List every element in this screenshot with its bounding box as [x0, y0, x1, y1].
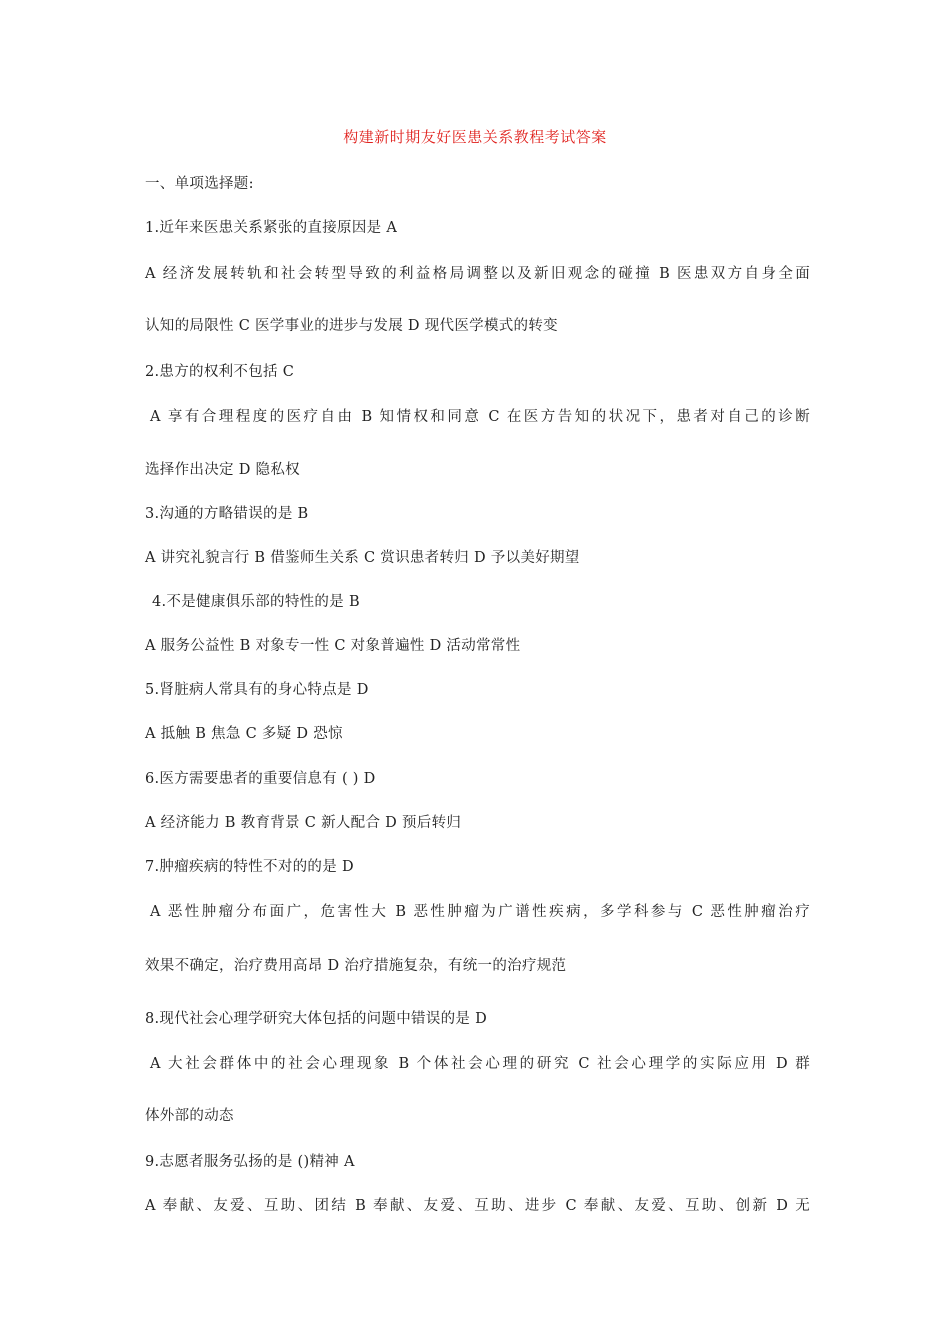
question-2: 2.患方的权利不包括 C: [145, 364, 295, 380]
question-1-options: A 经济发展转轨和社会转型导致的利益格局调整以及新旧观念的碰撞 B 医患双方自身全面: [145, 266, 810, 282]
question-6: 6.医方需要患者的重要信息有 ( ) D: [145, 771, 376, 787]
question-7-options-cont: 效果不确定，治疗费用高昂 D 治疗措施复杂，有统一的治疗规范: [145, 958, 567, 974]
question-5-options: A 抵触 B 焦急 C 多疑 D 恐惊: [145, 726, 343, 742]
question-2-options-cont: 选择作出决定 D 隐私权: [145, 462, 300, 478]
question-7: 7.肿瘤疾病的特性不对的的是 D: [145, 859, 354, 875]
question-5: 5.肾脏病人常具有的身心特点是 D: [145, 682, 369, 698]
question-2-options: A 享有合理程度的医疗自由 B 知情权和同意 C 在医方告知的状况下，患者对自己的诊断: [150, 409, 810, 425]
question-9: 9.志愿者服务弘扬的是 ()精神 A: [145, 1154, 355, 1170]
question-3-options: A 讲究礼貌言行 B 借鉴师生关系 C 赏识患者转归 D 予以美好期望: [145, 550, 580, 566]
question-8-options-cont: 体外部的动态: [145, 1108, 234, 1124]
document-title: 构建新时期友好医患关系教程考试答案: [343, 128, 607, 146]
question-1: 1.近年来医患关系紧张的直接原因是 A: [145, 220, 398, 236]
question-6-options: A 经济能力 B 教育背景 C 新人配合 D 预后转归: [145, 815, 462, 831]
question-4-options: A 服务公益性 B 对象专一性 C 对象普遍性 D 活动常常性: [145, 638, 521, 654]
question-8: 8.现代社会心理学研究大体包括的问题中错误的是 D: [145, 1011, 488, 1027]
question-8-options: A 大社会群体中的社会心理现象 B 个体社会心理的研究 C 社会心理学的实际应用 D 群: [150, 1056, 810, 1072]
question-3: 3.沟通的方略错误的是 B: [145, 506, 309, 522]
question-1-options-cont: 认知的局限性 C 医学事业的进步与发展 D 现代医学模式的转变: [145, 318, 558, 334]
question-7-options: A 恶性肿瘤分布面广，危害性大 B 恶性肿瘤为广谱性疾病，多学科参与 C 恶性肿瘤治疗: [150, 904, 810, 920]
section-heading: 一、单项选择题:: [145, 176, 254, 192]
question-9-options: A 奉献、友爱、互助、团结 B 奉献、友爱、互助、进步 C 奉献、友爱、互助、创新 D 无: [145, 1198, 810, 1214]
question-4: 4.不是健康俱乐部的特性的是 B: [152, 594, 360, 610]
